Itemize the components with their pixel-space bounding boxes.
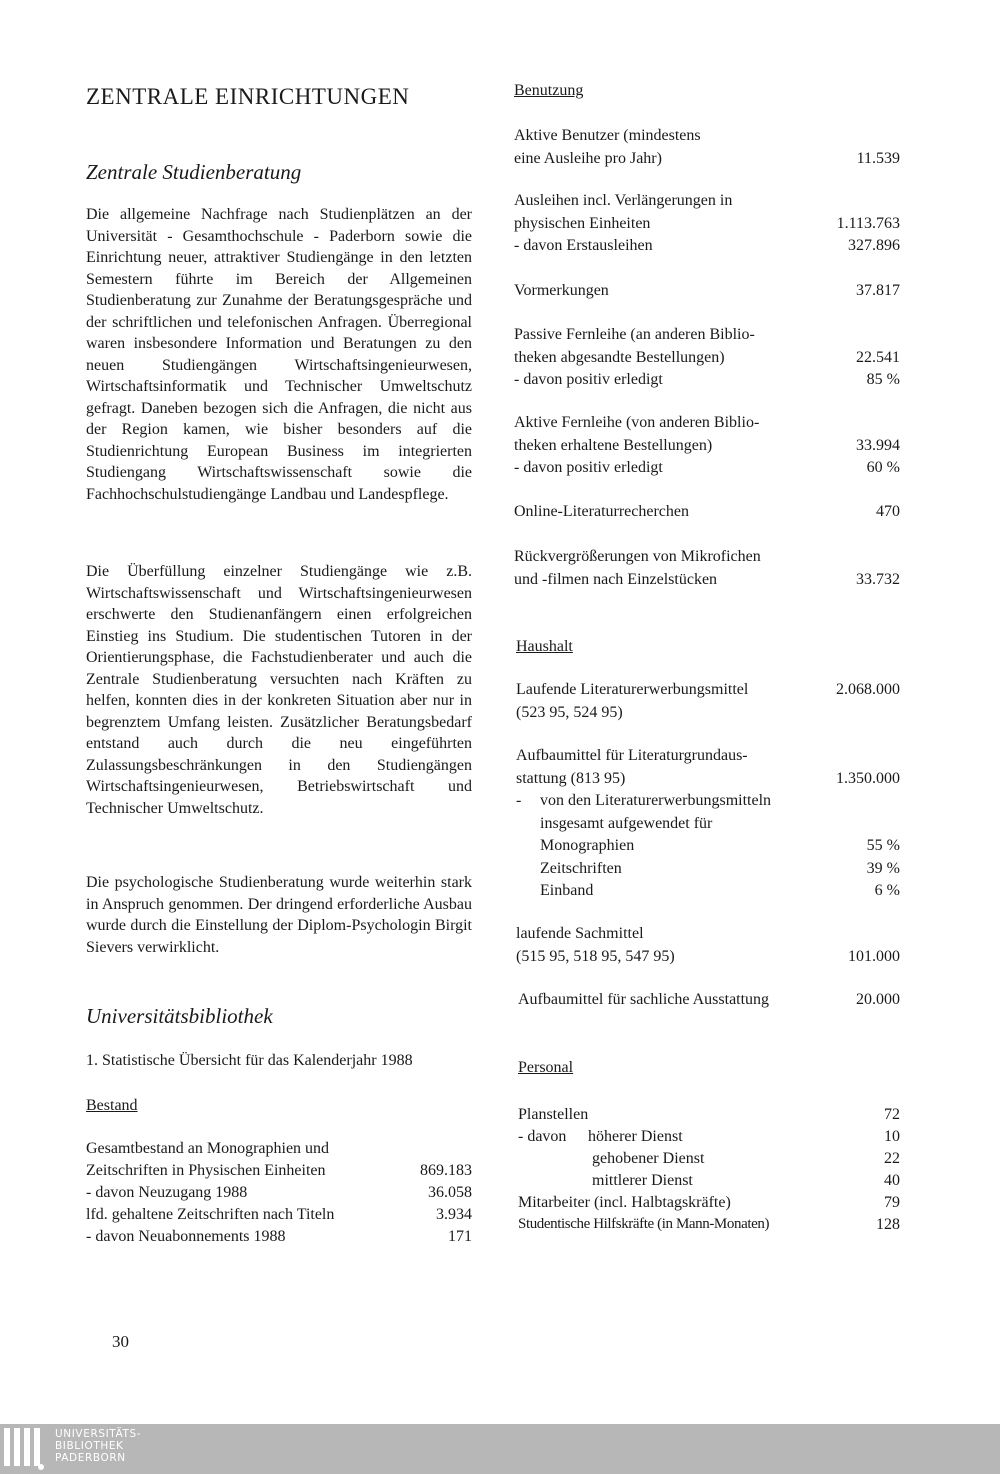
entry-label: (515 95, 518 95, 547 95) <box>516 947 675 965</box>
footer-bar <box>0 1424 1000 1474</box>
entry-label: und -filmen nach Einzelstücken <box>514 570 718 588</box>
entry-label: Vormerkungen <box>514 282 609 299</box>
entry-value: 470 <box>876 503 900 520</box>
row-label: Gesamtbestand an Monographien und <box>86 1140 330 1157</box>
entry-value: 11.539 <box>856 149 900 167</box>
davon-prefix: - davon <box>518 1128 567 1145</box>
entry-label: (523 95, 524 95) <box>516 703 623 721</box>
entry-subvalue: 60 % <box>866 459 900 476</box>
entry-value: 1.113.763 <box>836 214 900 232</box>
entry-label: Aktive Benutzer (mindestens <box>514 127 701 144</box>
entry-label: von den Literaturerwerbungsmitteln <box>540 792 772 809</box>
entry-ausleihen <box>514 192 900 260</box>
entry-sachmittel <box>516 925 900 970</box>
row-label: Zeitschriften in Physischen Einheiten <box>86 1162 326 1179</box>
entry-label: laufende Sachmittel <box>516 925 644 942</box>
row-value: 171 <box>448 1228 472 1245</box>
entry-value: 33.994 <box>856 436 900 454</box>
entry-label: Aktive Fernleihe (von anderen Biblio- <box>514 414 760 431</box>
bestand-heading: Bestand <box>86 1097 138 1114</box>
entry-subvalue: 39 % <box>866 859 900 877</box>
logo-dot-icon <box>38 1464 44 1470</box>
benutzung-heading: Benutzung <box>514 82 584 99</box>
entry-subvalue: 40 <box>884 1172 900 1189</box>
bestand-row <box>86 1162 472 1184</box>
entry-sublabel: Zeitschriften <box>540 859 622 877</box>
entry-passive-fernleihe <box>514 326 900 394</box>
entry-aktive-fernleihe <box>514 414 900 482</box>
row-label: - davon Neuzugang 1988 <box>86 1184 248 1201</box>
entry-label: Laufende Literaturerwerbungsmittel <box>516 681 749 698</box>
bestand-row <box>86 1206 472 1228</box>
entry-label: Aufbaumittel für sachliche Ausstattung <box>518 991 770 1008</box>
entry-label: Ausleihen incl. Verlängerungen in <box>514 192 733 209</box>
entry-subvalue: 85 % <box>866 371 900 388</box>
entry-label: Mitarbeiter (incl. Halbtagskräfte) <box>518 1194 731 1211</box>
entry-value: 79 <box>884 1194 900 1211</box>
bestand-row <box>86 1228 472 1250</box>
row-value: 869.183 <box>420 1162 472 1179</box>
row-label: lfd. gehaltene Zeitschriften nach Titeln <box>86 1206 335 1223</box>
logo-line: UNIVERSITÄTS- <box>55 1428 142 1440</box>
haushalt-heading: Haushalt <box>516 638 573 655</box>
entry-sublabel: Einband <box>540 882 594 899</box>
entry-aufbaumittel-sach <box>518 991 900 1014</box>
entry-subvalue: 22 <box>884 1150 900 1167</box>
entry-label: eine Ausleihe pro Jahr) <box>514 149 662 167</box>
logo-line: BIBLIOTHEK <box>55 1440 124 1452</box>
entry-label: stattung (813 95) <box>516 769 626 787</box>
paragraph-3: Die psychologische Studienberatung wurde weiterhin stark in Anspruch genommen. Der dringend erforderliche Ausbau wurde durch die Einstellung der Diplom-Psychologin Birgit Sievers verwirklicht. <box>86 874 472 956</box>
page-title: ZENTRALE EINRICHTUNGEN <box>86 84 410 109</box>
entry-sublabel: gehobener Dienst <box>592 1150 705 1167</box>
entry-value: 22.541 <box>856 348 900 366</box>
entry-label: Online-Literaturrecherchen <box>514 503 690 520</box>
entry-value: 20.000 <box>856 991 900 1008</box>
entry-online <box>514 503 900 526</box>
entry-sublabel: mittlerer Dienst <box>592 1172 693 1189</box>
entry-subvalue: 55 % <box>866 837 900 854</box>
entry-aktive-benutzer <box>514 127 900 172</box>
entry-value: 37.817 <box>856 282 900 299</box>
entry-value: 1.350.000 <box>836 769 900 787</box>
row-value: 36.058 <box>428 1184 472 1201</box>
entry-value: 72 <box>884 1106 900 1123</box>
entry-value: 101.000 <box>848 947 900 965</box>
paragraph-2: Die Überfüllung einzelner Studiengänge wie z.B. Wirtschaftswissenschaft und Wirtschaftsingenieurwesen erschwerte den Studienanfängern einen erfolgreichen Einstieg ins Studium. Die studentischen Tutoren in der Orientierungsphase, die Fachstudienberater und auch die Zentrale Studienberatung versuchten nach Kräften zu helfen, konnten dies in der konkreten Situation aber nur in begrenztem Umfang leisten. Zusätzlicher Beratungsbedarf entstand auch durch die neu eingeführten Zulassungsbeschränkungen in den Studiengängen Wirtschaftsingenieurwesen, Betriebswirtschaft und Technischer Umweltschutz. <box>86 563 472 817</box>
section-title-bibliothek: Universitätsbibliothek <box>86 1004 273 1028</box>
entry-rueckvergroesserungen <box>514 548 900 593</box>
section-title-studienberatung: Zentrale Studienberatung <box>86 160 302 184</box>
entry-vormerkungen <box>514 282 900 305</box>
paragraph-1: Die allgemeine Nachfrage nach Studienplätzen an der Universität - Gesamthochschule - Paderborn sowie die Einrichtung neuer, attraktiver Studiengänge in den letzten Semestern führte im Bereich der Allgemeinen Studienberatung zur Zunahme der Beratungsgespräche und der schriftlichen und telefonischen Anfragen. Überregional waren insbesondere Information und Beratungen zu den neuen Studiengängen Wirtschaftsingenieurwesen, Wirtschaftsinformatik und Technischer Umweltschutz gefragt. Daneben bezogen sich die Anfragen, die nicht aus der Region kamen, wie bisher besonders auf die Studienrichtung European Business im integrierten Studiengang Wirtschaftswissenschaft sowie die Fachhochschulstudiengänge Landbau und Landespflege. <box>86 206 472 503</box>
entry-value: 33.732 <box>856 570 900 588</box>
entry-label: theken erhaltene Bestellungen) <box>514 436 713 454</box>
entry-value: 128 <box>876 1216 900 1233</box>
entry-label: physischen Einheiten <box>514 214 651 232</box>
entry-label: Rückvergrößerungen von Mikrofichen <box>514 548 761 565</box>
entry-label: Aufbaumittel für Literaturgrundaus- <box>516 747 748 764</box>
entry-sublabel: höherer Dienst <box>588 1128 683 1145</box>
entry-sublabel: Monographien <box>540 837 635 854</box>
bestand-row <box>86 1140 472 1162</box>
entry-label: insgesamt aufgewendet für <box>540 814 713 832</box>
entry-subvalue: 327.896 <box>848 237 900 254</box>
entry-sublabel: - davon positiv erledigt <box>514 371 663 388</box>
bestand-table <box>86 1140 472 1250</box>
entry-sublabel: - davon Erstausleihen <box>514 237 653 254</box>
entry-label: Planstellen <box>518 1106 589 1123</box>
entry-value: 2.068.000 <box>836 681 900 698</box>
entry-label: theken abgesandte Bestellungen) <box>514 348 725 366</box>
entry-label: Passive Fernleihe (an anderen Biblio- <box>514 326 755 343</box>
row-value: 3.934 <box>436 1206 472 1223</box>
list-dash: - <box>516 792 522 809</box>
entry-subvalue: 10 <box>884 1128 900 1145</box>
stat-heading: 1. Statistische Übersicht für das Kalenderjahr 1988 <box>86 1052 413 1069</box>
entry-laufende-lit <box>516 681 900 726</box>
entry-label: Studentische Hilfskräfte (in Mann-Monaten) <box>518 1216 770 1232</box>
logo-line: PADERBORN <box>55 1452 126 1464</box>
row-label: - davon Neuabonnements 1988 <box>86 1228 286 1245</box>
page-number: 30 <box>112 1332 129 1351</box>
bestand-row <box>86 1184 472 1206</box>
entry-aufbaumittel-lit <box>516 747 900 905</box>
entry-sublabel: - davon positiv erledigt <box>514 459 663 476</box>
library-logo-text <box>55 1428 141 1464</box>
entry-subvalue: 6 % <box>874 882 900 899</box>
personal-table <box>518 1106 900 1238</box>
personal-heading: Personal <box>518 1059 574 1076</box>
